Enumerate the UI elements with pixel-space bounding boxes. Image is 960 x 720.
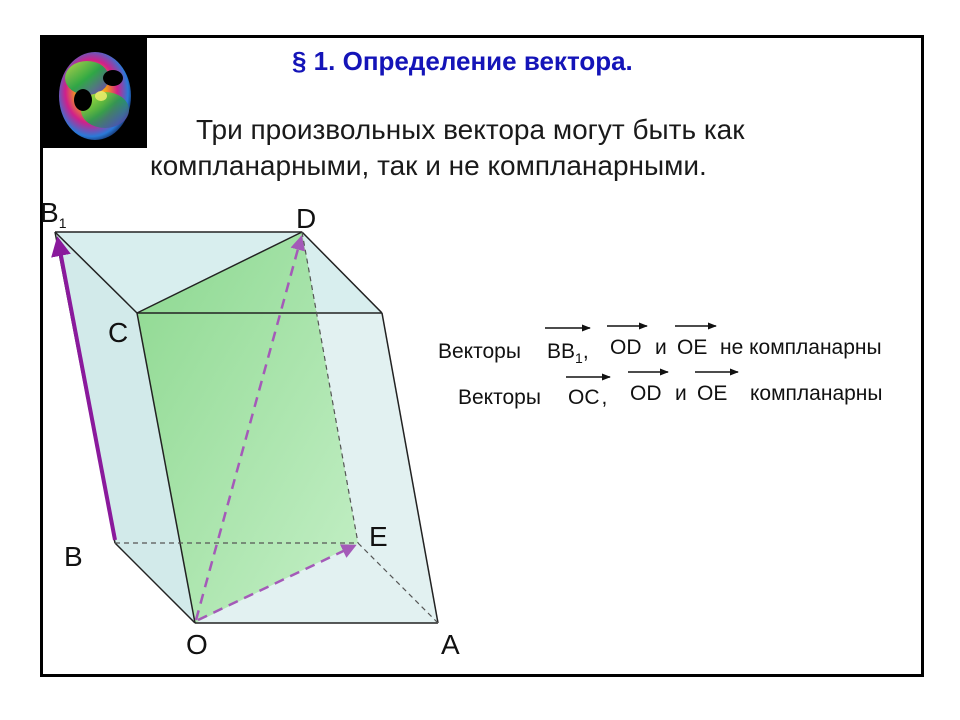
label-o: O xyxy=(186,629,208,660)
svg-text:OD: OD xyxy=(610,336,642,359)
statement-coplanar xyxy=(458,372,883,409)
page-title: § 1. Определение вектора. xyxy=(292,46,633,76)
label-b1: $B_1$ xyxy=(40,197,67,231)
svg-text:Векторы: Векторы xyxy=(438,340,521,363)
svg-text:компланарны: компланарны xyxy=(750,382,883,405)
svg-text:Векторы: Векторы xyxy=(458,386,541,409)
svg-text:и: и xyxy=(675,382,687,405)
svg-text:не компланарны: не компланарны xyxy=(720,336,882,359)
svg-text:OC,: OC, xyxy=(568,386,608,409)
label-b: B xyxy=(64,541,83,572)
svg-text:BB1,: $BB_1$, xyxy=(547,340,589,366)
label-a: A xyxy=(441,629,460,660)
label-e: E xyxy=(369,521,388,552)
svg-text:OD: OD xyxy=(630,382,662,405)
svg-text:и: и xyxy=(655,336,667,359)
label-d: D xyxy=(296,203,317,234)
statement-noncoplanar xyxy=(438,326,882,366)
label-c: C xyxy=(108,317,129,348)
svg-text:OE: OE xyxy=(677,336,708,359)
intro-line-2: компланарными, так и не компланарными. xyxy=(150,150,707,181)
intro-line-1: Три произвольных вектора могут быть как xyxy=(196,114,745,145)
svg-text:OE: OE xyxy=(697,382,728,405)
